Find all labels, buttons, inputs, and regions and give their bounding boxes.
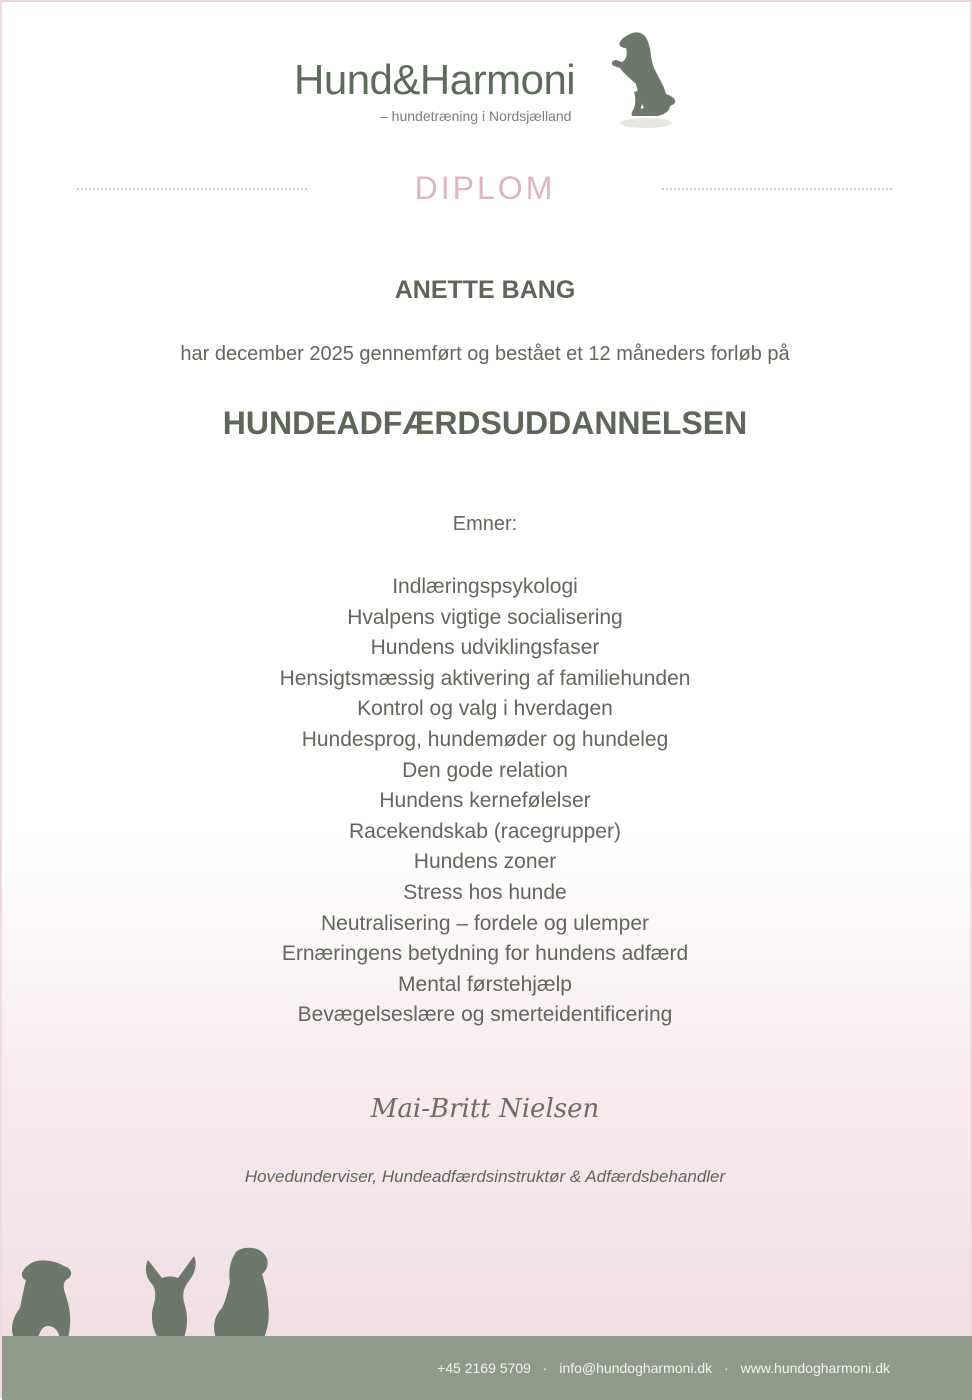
dog-silhouette-icon — [600, 30, 682, 130]
topic-item: Hundens zoner — [413, 850, 557, 874]
footer-separator: · — [724, 1360, 729, 1376]
dog-silhouette-icon — [146, 1256, 196, 1338]
topic-item: Ernæringens betydning for hundens adfærd — [281, 942, 689, 966]
logo-name: Hund&Harmoni — [294, 56, 576, 103]
footer-email[interactable]: info@hundogharmoni.dk — [559, 1360, 713, 1376]
completion-statement: har december 2025 gennemført og bestået et 12 måneders forløb på — [180, 343, 790, 365]
logo — [294, 30, 694, 140]
topic-item: Neutralisering – fordele og ulemper — [320, 911, 649, 935]
diploma-title: DIPLOM — [414, 170, 556, 206]
topic-item: Hundens kernefølelser — [379, 789, 591, 813]
topic-item: Hensigtsmæssig aktivering af familiehunden — [279, 666, 691, 690]
course-name: HUNDEADFÆRDSUDDANNELSEN — [222, 405, 748, 441]
topic-item: Hundesprog, hundemøder og hundeleg — [301, 727, 669, 751]
recipient-name: ANETTE BANG — [394, 276, 576, 304]
footer-phone: +45 2169 5709 — [437, 1360, 531, 1376]
topics-label: Emner: — [452, 513, 518, 535]
topic-item: Bevægelseslære og smerteidentificering — [297, 1003, 673, 1027]
footer-band — [2, 1336, 972, 1400]
footer-separator: · — [542, 1360, 548, 1376]
topic-item: Hvalpens vigtige socialisering — [347, 605, 623, 629]
dog-silhouette-icon — [214, 1248, 269, 1338]
dog-silhouette-icon — [12, 1260, 71, 1338]
contact-line — [437, 1360, 890, 1376]
signer-role: Hovedunderviser, Hundeadfærdsinstruktør & Adfærdsbehandler — [244, 1167, 726, 1186]
topics-list — [2, 572, 968, 1031]
sitting-dogs-illustration — [2, 1242, 302, 1342]
topic-item: Hundens udviklingsfaser — [370, 636, 600, 660]
topic-item: Mental førstehjælp — [398, 972, 572, 996]
topic-item: Stress hos hunde — [403, 880, 567, 904]
title-divider-right — [662, 188, 892, 190]
topic-item: Kontrol og valg i hverdagen — [357, 697, 613, 721]
topic-item: Indlæringspsykologi — [392, 575, 578, 598]
signature: Mai-Britt Nielsen — [370, 1094, 600, 1124]
topic-item: Den gode relation — [402, 758, 568, 782]
topic-item: Racekendskab (racegrupper) — [349, 819, 621, 843]
logo-tagline: – hundetræning i Nordsjælland — [380, 108, 572, 124]
footer-website[interactable]: www.hundogharmoni.dk — [740, 1360, 890, 1376]
